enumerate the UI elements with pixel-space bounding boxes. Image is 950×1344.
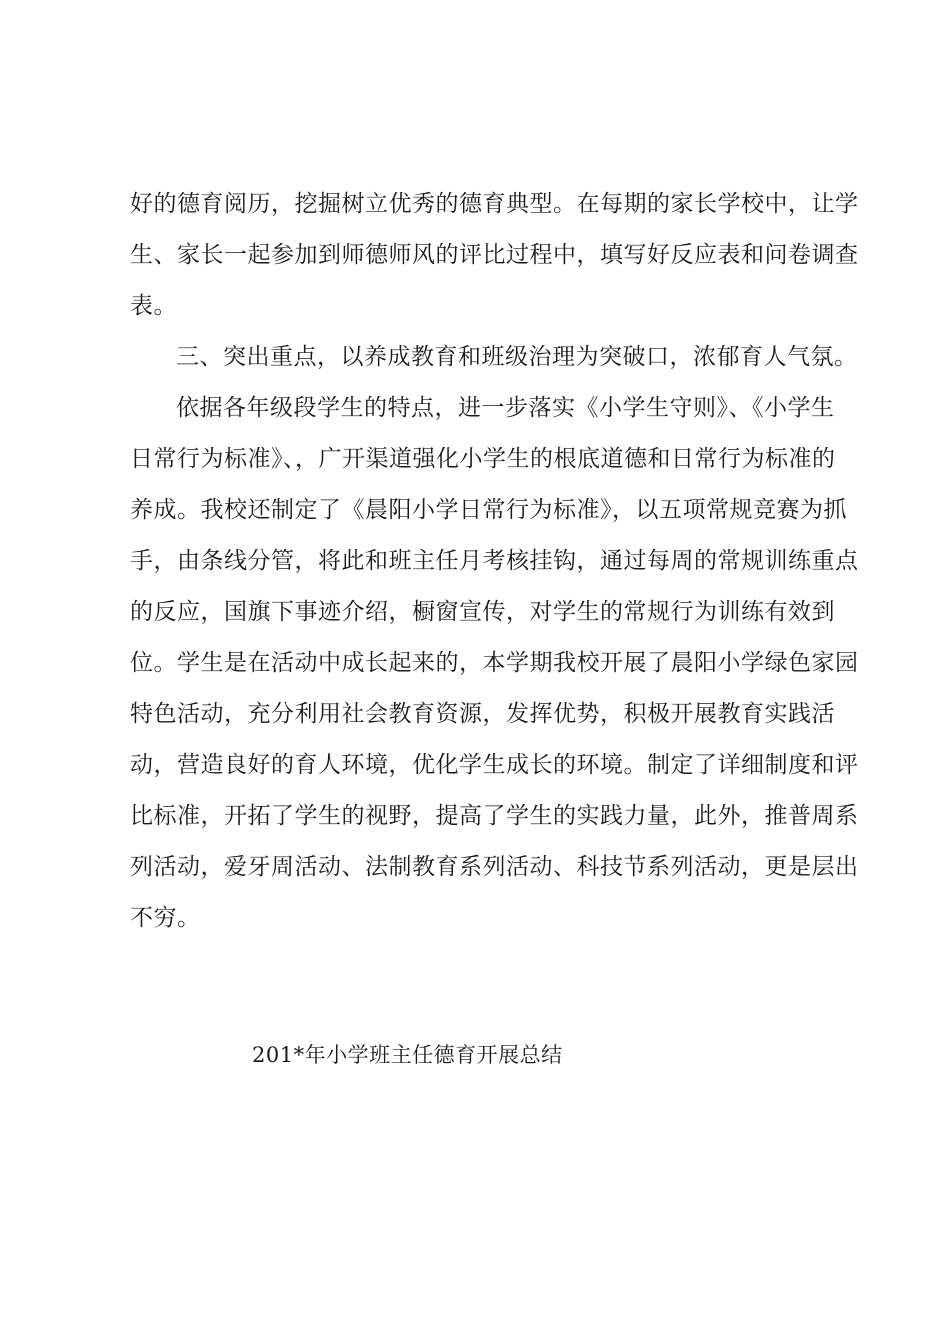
paragraph-line: 动，营造良好的育人环境，优化学生成长的环境。制定了详细制度和评 [130,752,859,778]
document-title: 201*年小学班主任德育开展总结 [252,1043,563,1067]
paragraph-line: 位。学生是在活动中成长起来的，本学期我校开展了晨阳小学绿色家园 [130,650,859,676]
paragraph-line: 依据各年级段学生的特点，进一步落实《小学生守则》、《小学生 [176,395,835,421]
paragraph-line: 比标准，开拓了学生的视野，提高了学生的实践力量，此外，推普周系 [130,803,859,829]
paragraph-line: 表。 [130,293,177,319]
paragraph-line: 手，由条线分管，将此和班主任月考核挂钩，通过每周的常规训练重点 [130,548,859,574]
paragraph-line: 生、家长一起参加到师德师风的评比过程中，填写好反应表和问卷调查 [130,242,859,268]
paragraph-line: 的反应，国旗下事迹介绍，橱窗宣传，对学生的常规行为训练有效到 [130,599,835,625]
paragraph-line: 好的德育阅历，挖掘树立优秀的德育典型。在每期的家长学校中，让学 [130,191,859,217]
paragraph-line: 养成。我校还制定了《晨阳小学日常行为标准》，以五项常规竞赛为抓 [130,497,847,523]
section-heading: 三、突出重点，以养成教育和班级治理为突破口，浓郁育人气氛。 [176,344,858,370]
paragraph-line: 特色活动，充分利用社会教育资源，发挥优势，积极开展教育实践活 [130,701,835,727]
paragraph-line: 不穷。 [130,905,201,931]
paragraph-line: 日常行为标准》、，广开渠道强化小学生的根底道德和日常行为标准的 [130,446,836,472]
paragraph-line: 列活动，爱牙周活动、法制教育系列活动、科技节系列活动，更是层出 [130,854,859,880]
